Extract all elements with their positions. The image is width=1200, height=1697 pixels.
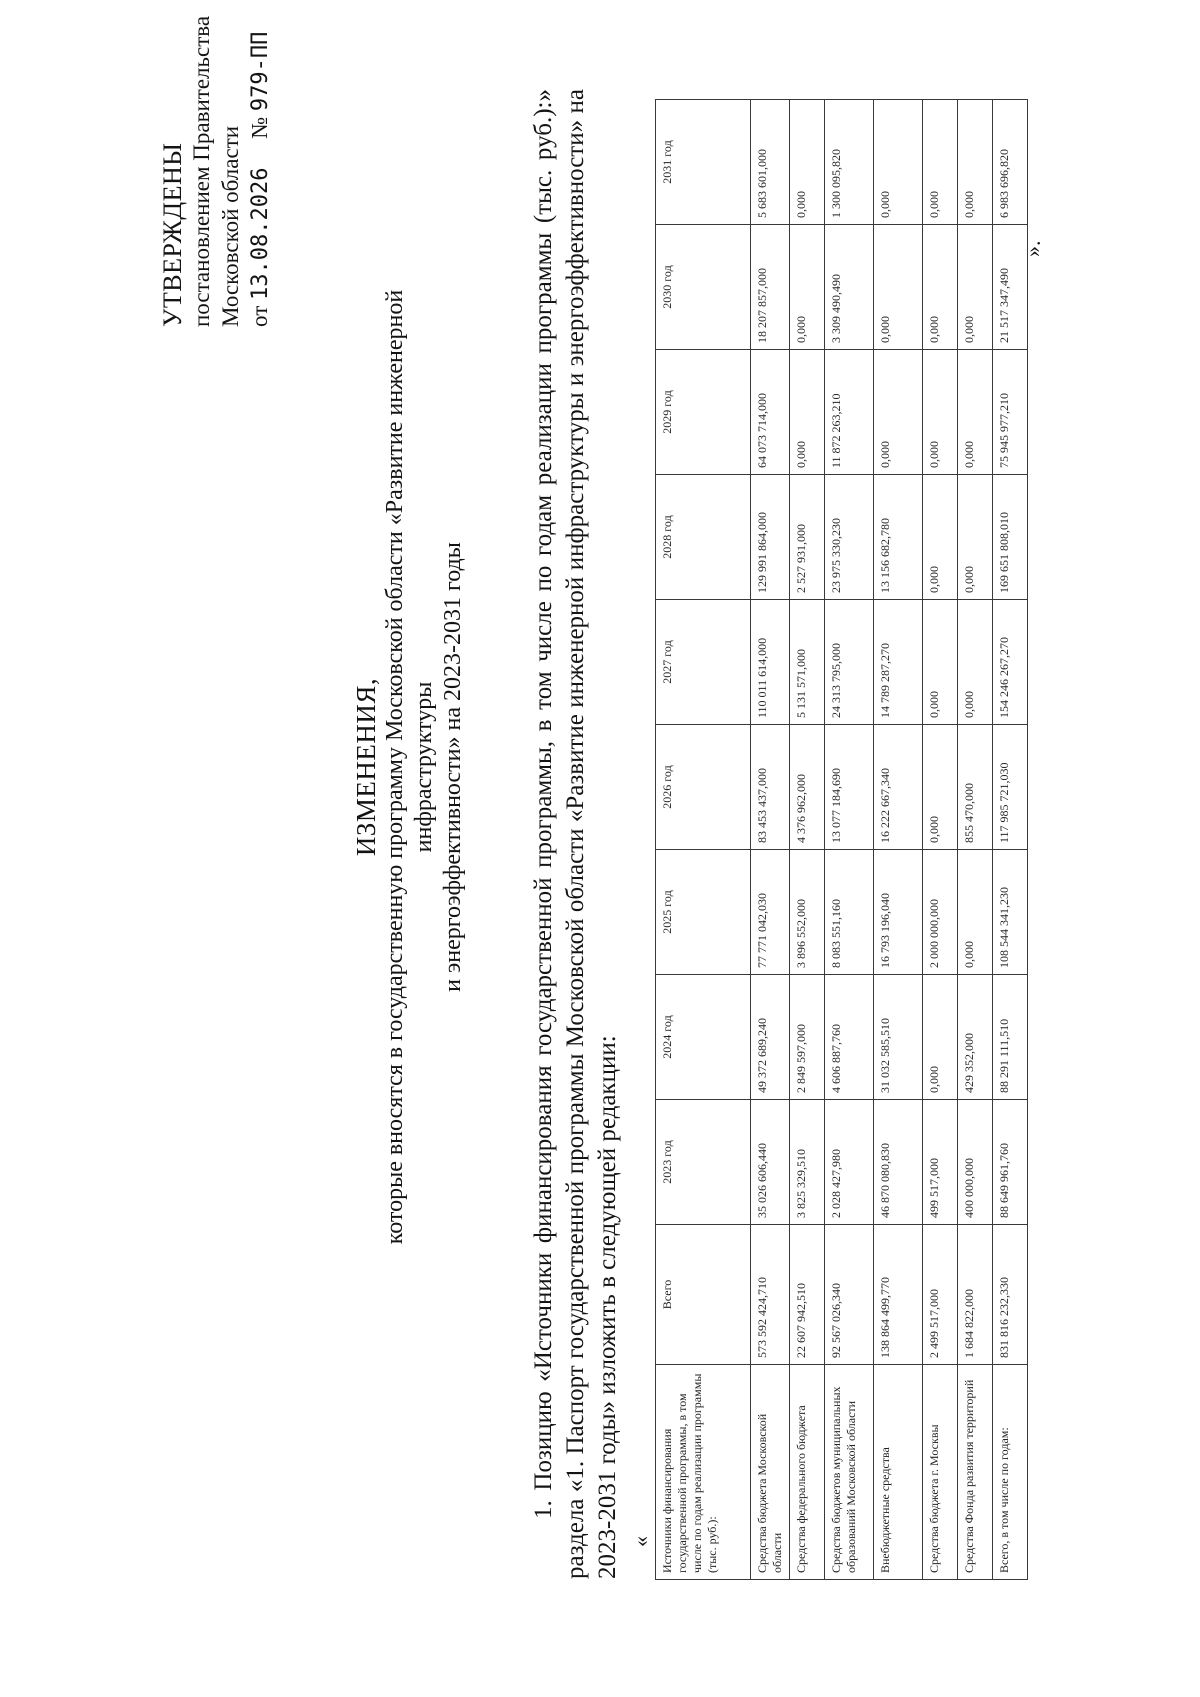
value-cell: 138 864 499,770 — [874, 1225, 923, 1365]
column-header: 2026 год — [656, 725, 751, 850]
value-cell: 0,000 — [958, 475, 993, 600]
value-cell: 21 517 347,490 — [993, 225, 1028, 350]
value-cell: 83 453 437,000 — [751, 725, 790, 850]
value-cell: 46 870 080,830 — [874, 1100, 923, 1225]
column-header: 2027 год — [656, 600, 751, 725]
value-cell: 2 499 517,000 — [923, 1225, 958, 1365]
value-cell: 400 000,000 — [958, 1100, 993, 1225]
approval-line2: Московской области — [218, 125, 243, 327]
value-cell: 0,000 — [958, 225, 993, 350]
value-cell: 31 032 585,510 — [874, 975, 923, 1100]
value-cell: 14 789 287,270 — [874, 600, 923, 725]
table-row — [874, 100, 923, 1580]
value-cell: 108 544 341,230 — [993, 850, 1028, 975]
value-cell: 0,000 — [790, 350, 825, 475]
value-cell: 499 517,000 — [923, 1100, 958, 1225]
value-cell: 88 649 961,760 — [993, 1100, 1028, 1225]
document-subtitle-line2: и энергоэффективности» на 2023-2031 годы — [440, 542, 466, 992]
value-cell: 24 313 795,000 — [825, 600, 874, 725]
column-header: 2028 год — [656, 475, 751, 600]
value-cell: 0,000 — [958, 850, 993, 975]
financing-table — [655, 99, 1028, 1580]
value-cell: 23 975 330,230 — [825, 475, 874, 600]
table-row — [751, 100, 790, 1580]
value-cell: 18 207 857,000 — [751, 225, 790, 350]
row-label-cell: Средства бюджетов муниципальных образований Московской области — [825, 1365, 874, 1580]
column-header: 2031 год — [656, 100, 751, 225]
quote-open: « — [628, 1536, 653, 1547]
approval-date-prefix: от — [247, 305, 272, 327]
value-cell: 1 684 822,000 — [958, 1225, 993, 1365]
row-label-cell: Средства Фонда развития территорий — [958, 1365, 993, 1580]
column-header: 2023 год — [656, 1100, 751, 1225]
table-row — [923, 100, 958, 1580]
column-header: 2024 год — [656, 975, 751, 1100]
approval-block — [158, 7, 275, 327]
row-label-cell: Всего, в том числе по годам: — [993, 1365, 1028, 1580]
table-header-row — [656, 100, 751, 1580]
document-heading: ИЗМЕНЕНИЯ, — [351, 677, 381, 857]
row-label-cell: Средства бюджета Московской области — [751, 1365, 790, 1580]
value-cell: 2 028 427,980 — [825, 1100, 874, 1225]
value-cell: 0,000 — [874, 100, 923, 225]
value-cell: 6 983 696,820 — [993, 100, 1028, 225]
value-cell: 2 849 597,000 — [790, 975, 825, 1100]
table-row — [825, 100, 874, 1580]
value-cell: 0,000 — [923, 600, 958, 725]
value-cell: 169 651 808,010 — [993, 475, 1028, 600]
approval-number: 979-ПП — [248, 31, 273, 112]
approval-number-sign: № — [247, 116, 272, 139]
approval-title: УТВЕРЖДЕНЫ — [158, 142, 187, 327]
value-cell: 5 131 571,000 — [790, 600, 825, 725]
value-cell: 117 985 721,030 — [993, 725, 1028, 850]
value-cell: 855 470,000 — [958, 725, 993, 850]
value-cell: 0,000 — [923, 225, 958, 350]
value-cell: 0,000 — [958, 600, 993, 725]
value-cell: 0,000 — [923, 350, 958, 475]
value-cell: 831 816 232,330 — [993, 1225, 1028, 1365]
value-cell: 154 246 267,270 — [993, 600, 1028, 725]
document-subtitle-line1: которые вносятся в государственную программу Московской области «Развитие инженерной инфраструктуры — [382, 289, 437, 1245]
document-title-block — [352, 217, 468, 1317]
value-cell: 11 872 263,210 — [825, 350, 874, 475]
value-cell: 35 026 606,440 — [751, 1100, 790, 1225]
value-cell: 110 011 614,000 — [751, 600, 790, 725]
value-cell: 88 291 111,510 — [993, 975, 1028, 1100]
table-body — [751, 100, 1028, 1580]
value-cell: 0,000 — [923, 475, 958, 600]
value-cell: 129 991 864,000 — [751, 475, 790, 600]
value-cell: 4 606 887,760 — [825, 975, 874, 1100]
approval-date-line — [245, 7, 275, 327]
value-cell: 0,000 — [874, 225, 923, 350]
column-header: Всего — [656, 1225, 751, 1365]
approval-line1: постановлением Правительства — [189, 15, 214, 327]
value-cell: 0,000 — [790, 225, 825, 350]
row-label-cell: Средства федерального бюджета — [790, 1365, 825, 1580]
value-cell: 13 077 184,690 — [825, 725, 874, 850]
value-cell: 573 592 424,710 — [751, 1225, 790, 1365]
value-cell: 16 793 196,040 — [874, 850, 923, 975]
table-row — [993, 100, 1028, 1580]
value-cell: 0,000 — [923, 100, 958, 225]
table-row — [790, 100, 825, 1580]
value-cell: 0,000 — [958, 100, 993, 225]
table-row — [958, 100, 993, 1580]
value-cell: 2 527 931,000 — [790, 475, 825, 600]
value-cell: 2 000 000,000 — [923, 850, 958, 975]
value-cell: 3 825 329,510 — [790, 1100, 825, 1225]
value-cell: 8 083 551,160 — [825, 850, 874, 975]
row-label-cell: Средства бюджета г. Москвы — [923, 1365, 958, 1580]
value-cell: 429 352,000 — [958, 975, 993, 1100]
intro-paragraph: 1. Позицию «Источники финансирования государственной программы, в том числе по годам реализации программы (тыс. руб.):» раздела «1. Паспорт государственной программы Московской области «Развитие инженерной инфраструктуры и энергоэффективности» на 2023-2031 годы» изложить в следующей редакции: — [530, 89, 621, 1579]
value-cell: 13 156 682,780 — [874, 475, 923, 600]
value-cell: 3 309 490,490 — [825, 225, 874, 350]
value-cell: 0,000 — [790, 100, 825, 225]
quote-close: ». — [1020, 240, 1045, 257]
value-cell: 16 222 667,340 — [874, 725, 923, 850]
value-cell: 22 607 942,510 — [790, 1225, 825, 1365]
row-label-cell: Внебюджетные средства — [874, 1365, 923, 1580]
column-header: 2030 год — [656, 225, 751, 350]
value-cell: 4 376 962,000 — [790, 725, 825, 850]
value-cell: 92 567 026,340 — [825, 1225, 874, 1365]
value-cell: 0,000 — [958, 350, 993, 475]
value-cell: 49 372 689,240 — [751, 975, 790, 1100]
column-header: 2029 год — [656, 350, 751, 475]
column-header: Источники финансирования государственной программы, в том числе по годам реализации программы (тыс. руб.): — [656, 1365, 751, 1580]
value-cell: 0,000 — [923, 725, 958, 850]
value-cell: 75 945 977,210 — [993, 350, 1028, 475]
value-cell: 3 896 552,000 — [790, 850, 825, 975]
value-cell: 0,000 — [874, 350, 923, 475]
value-cell: 64 073 714,000 — [751, 350, 790, 475]
value-cell: 77 771 042,030 — [751, 850, 790, 975]
column-header: 2025 год — [656, 850, 751, 975]
value-cell: 0,000 — [923, 975, 958, 1100]
value-cell: 5 683 601,000 — [751, 100, 790, 225]
approval-date: 13.08.2026 — [248, 167, 273, 300]
value-cell: 1 300 095,820 — [825, 100, 874, 225]
